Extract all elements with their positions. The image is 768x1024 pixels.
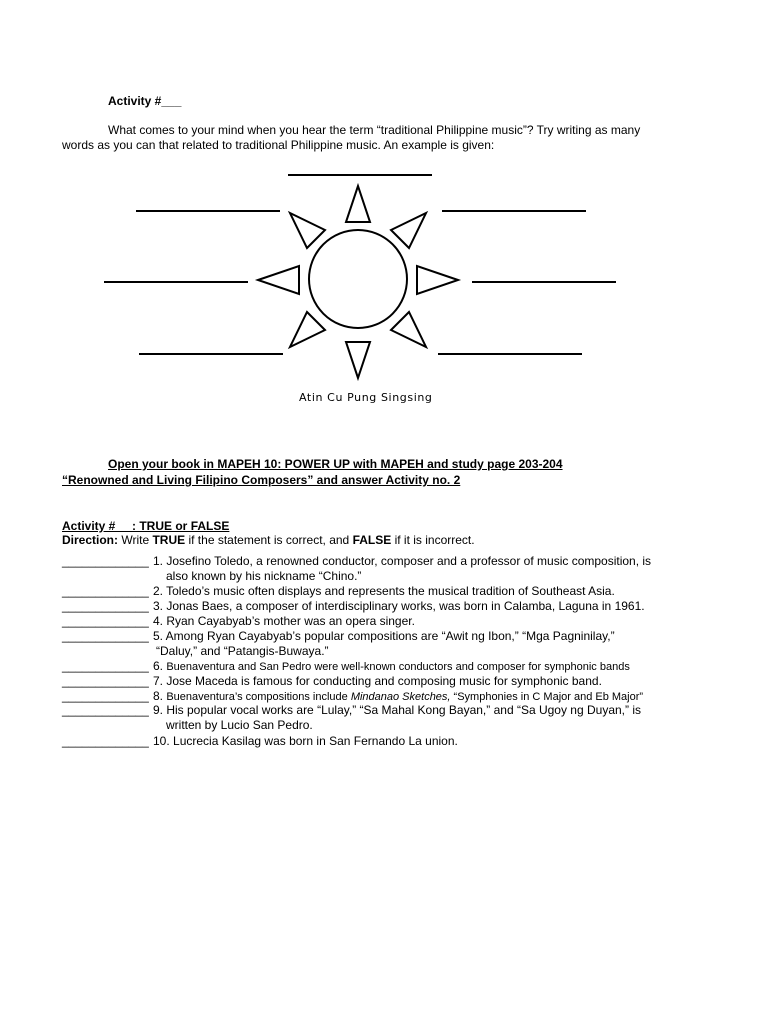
answer-blank[interactable]: _____________ <box>62 554 149 568</box>
question-text: 10. Lucrecia Kasilag was born in San Fernando La union. <box>153 734 458 748</box>
question-10 <box>62 734 458 749</box>
question-text-italic: Mindanao Sketches, <box>350 691 451 703</box>
sun-ray-bottom <box>346 342 370 378</box>
question-text: 1. Josefino Toledo, a renowned conductor, composer and a professor of music composition, is <box>153 554 652 568</box>
sun-ray-top <box>346 186 370 222</box>
answer-blank[interactable]: _____________ <box>62 629 149 643</box>
answer-blank[interactable]: _____________ <box>62 703 149 717</box>
question-5 <box>62 629 615 644</box>
question-text-pre: Buenaventura’s compositions include <box>166 691 351 703</box>
direction-text-3: if it is incorrect. <box>391 533 475 547</box>
sun-circle <box>309 230 407 328</box>
question-5-continuation: “Daluy,” and “Patangis-Buwaya.” <box>156 644 329 658</box>
direction-text-2: if the statement is correct, and <box>185 533 353 547</box>
instruction-line-2: “Renowned and Living Filipino Composers” and answer Activity no. 2 <box>62 473 461 487</box>
activity-2-title: Activity # : TRUE or FALSE <box>62 519 230 533</box>
answer-blank[interactable]: _____________ <box>62 599 149 613</box>
direction-label: Direction: <box>62 533 119 547</box>
question-9-continuation: written by Lucio San Pedro. <box>166 718 313 732</box>
question-4 <box>62 614 415 629</box>
answer-blank[interactable]: _____________ <box>62 584 149 598</box>
sun-ray-left <box>258 266 299 294</box>
sun-diagram <box>0 0 768 420</box>
answer-blank[interactable]: _____________ <box>62 734 149 748</box>
activity-1-prompt-line-2: words as you can that related to traditional Philippine music. An example is given: <box>62 138 495 152</box>
sun-ray-right <box>417 266 458 294</box>
answer-blank[interactable]: _____________ <box>62 674 149 688</box>
question-3 <box>62 599 645 614</box>
question-number: 6. <box>153 659 167 673</box>
question-text: Buenaventura and San Pedro were well-known conductors and composer for symphonic bands <box>166 661 630 673</box>
question-1 <box>62 554 651 569</box>
sun-ray-lower-right <box>391 312 426 347</box>
direction-line <box>62 533 475 548</box>
question-number: 8. <box>153 689 167 703</box>
sun-ray-upper-left <box>290 213 325 248</box>
question-2 <box>62 584 615 599</box>
direction-true: TRUE <box>152 533 186 547</box>
activity-1-prompt-line-1: What comes to your mind when you hear the term “traditional Philippine music”? Try writing as many <box>108 123 641 137</box>
instruction-line-1: Open your book in MAPEH 10: POWER UP with MAPEH and study page 203-204 <box>108 457 563 471</box>
activity-1-title: Activity #___ <box>108 94 182 108</box>
question-9 <box>62 703 641 718</box>
question-text: 5. Among Ryan Cayabyab’s popular compositions are “Awit ng Ibon,” “Mga Pagninilay,” <box>153 629 615 643</box>
sun-ray-upper-right <box>391 213 426 248</box>
answer-blank[interactable]: _____________ <box>62 614 149 628</box>
question-text: 2. Toledo’s music often displays and represents the musical tradition of Southeast Asia. <box>153 584 615 598</box>
direction-false: FALSE <box>352 533 392 547</box>
question-text: 3. Jonas Baes, a composer of interdisciplinary works, was born in Calamba, Laguna in 1961. <box>153 599 645 613</box>
question-text: 7. Jose Maceda is famous for conducting and composing music for symphonic band. <box>153 674 602 688</box>
answer-blank[interactable]: _____________ <box>62 659 149 673</box>
sun-ray-lower-left <box>290 312 325 347</box>
answer-blank[interactable]: _____________ <box>62 689 149 703</box>
question-text: 4. Ryan Cayabyab’s mother was an opera singer. <box>153 614 415 628</box>
question-1-continuation: also known by his nickname “Chino.” <box>166 569 362 583</box>
question-text-post: “Symphonies in C Major and Eb Major” <box>450 691 644 703</box>
question-7 <box>62 674 602 689</box>
question-text: 9. His popular vocal works are “Lulay,” “Sa Mahal Kong Bayan,” and “Sa Ugoy ng Duyan,” is <box>153 703 642 717</box>
direction-text-1: Write <box>118 533 153 547</box>
example-caption: Atin Cu Pung Singsing <box>299 391 433 404</box>
question-6 <box>62 659 630 675</box>
